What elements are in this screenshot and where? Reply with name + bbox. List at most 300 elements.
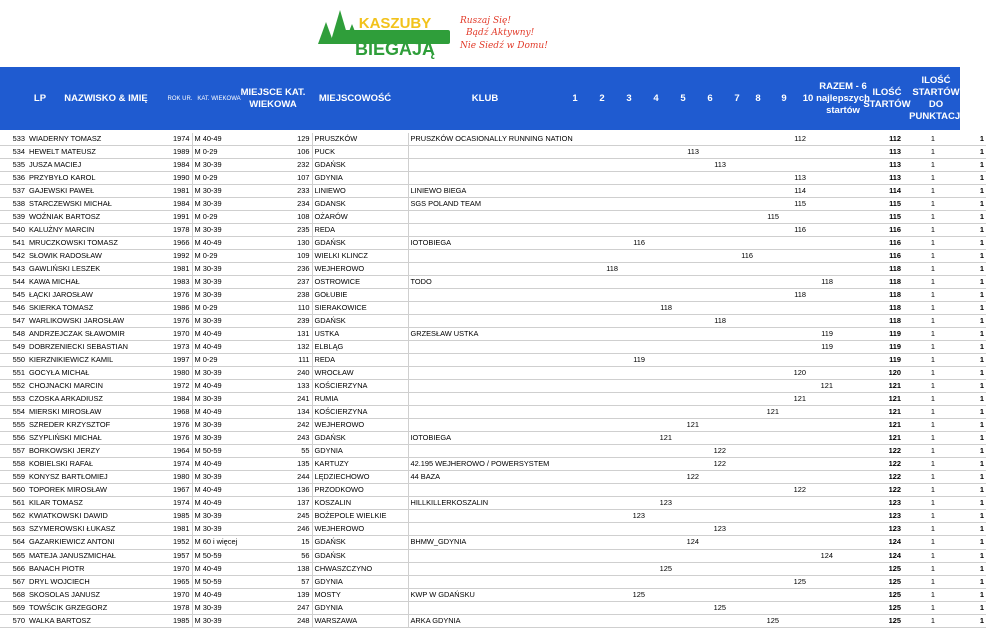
- race-7-cell: [728, 289, 755, 302]
- race-8-cell: [755, 133, 781, 146]
- category-cell: M 30-39: [192, 471, 251, 484]
- category-place-cell: 109: [251, 250, 312, 263]
- race-2-cell: [594, 185, 620, 198]
- race-7-cell: [728, 276, 755, 289]
- category-place-cell: 238: [251, 289, 312, 302]
- race-3-cell: [620, 159, 647, 172]
- scored-starts-cell: 1: [937, 237, 986, 250]
- race-1-cell: [567, 432, 594, 445]
- race-5-cell: [674, 523, 701, 536]
- race-8-cell: [755, 328, 781, 341]
- race-9-cell: 114: [781, 185, 808, 198]
- category-place-cell: 241: [251, 393, 312, 406]
- race-2-cell: [594, 588, 620, 601]
- club-cell: [408, 601, 567, 614]
- race-1-cell: [567, 185, 594, 198]
- race-2-cell: [594, 328, 620, 341]
- starts-cell: 1: [903, 536, 937, 549]
- club-cell: [408, 562, 567, 575]
- name-cell: CZOSKA ARKADIUSZ: [27, 393, 163, 406]
- race-9-cell: [781, 614, 808, 627]
- rank-cell: 557: [0, 445, 27, 458]
- year-cell: 1991: [163, 211, 192, 224]
- race-7-cell: [728, 133, 755, 146]
- race-10-cell: [808, 146, 835, 159]
- race-6-cell: [701, 406, 728, 419]
- race-8-cell: [755, 198, 781, 211]
- race-7-cell: [728, 432, 755, 445]
- category-place-cell: 133: [251, 380, 312, 393]
- race-6-cell: [701, 146, 728, 159]
- scored-starts-cell: 1: [937, 588, 986, 601]
- header-total-best6: RAZEM - 6 najlepszych startów: [816, 80, 870, 116]
- category-place-cell: 242: [251, 419, 312, 432]
- race-5-cell: [674, 432, 701, 445]
- race-1-cell: [567, 419, 594, 432]
- race-1-cell: [567, 159, 594, 172]
- total-cell: 118: [835, 315, 903, 328]
- race-3-cell: [620, 549, 647, 562]
- race-10-cell: [808, 419, 835, 432]
- race-1-cell: [567, 471, 594, 484]
- scored-starts-cell: 1: [937, 432, 986, 445]
- starts-cell: 1: [903, 250, 937, 263]
- race-8-cell: 115: [755, 211, 781, 224]
- year-cell: 1976: [163, 289, 192, 302]
- race-7-cell: [728, 341, 755, 354]
- club-cell: [408, 146, 567, 159]
- race-5-cell: [674, 185, 701, 198]
- name-cell: GAWLIŃSKI LESZEK: [27, 263, 163, 276]
- town-cell: GDYNIA: [312, 575, 408, 588]
- name-cell: DOBRZENIECKI SEBASTIAN: [27, 341, 163, 354]
- race-1-cell: [567, 536, 594, 549]
- table-row: [0, 406, 986, 419]
- scored-starts-cell: 1: [937, 224, 986, 237]
- table-row: [0, 575, 986, 588]
- scored-starts-cell: 1: [937, 146, 986, 159]
- town-cell: WEJHEROWO: [312, 263, 408, 276]
- total-cell: 123: [835, 497, 903, 510]
- name-cell: HEWELT MATEUSZ: [27, 146, 163, 159]
- total-cell: 125: [835, 588, 903, 601]
- town-cell: REDA: [312, 224, 408, 237]
- race-4-cell: [647, 484, 674, 497]
- name-cell: SZYMEROWSKI ŁUKASZ: [27, 523, 163, 536]
- starts-cell: 1: [903, 562, 937, 575]
- race-9-cell: 113: [781, 172, 808, 185]
- race-4-cell: [647, 549, 674, 562]
- race-5-cell: [674, 393, 701, 406]
- race-3-cell: [620, 250, 647, 263]
- total-cell: 123: [835, 510, 903, 523]
- category-cell: M 40-49: [192, 458, 251, 471]
- race-4-cell: [647, 263, 674, 276]
- rank-cell: 556: [0, 432, 27, 445]
- town-cell: BOŻEPOLE WIELKIE: [312, 510, 408, 523]
- race-10-cell: [808, 250, 835, 263]
- race-2-cell: [594, 198, 620, 211]
- race-9-cell: [781, 471, 808, 484]
- race-4-cell: [647, 614, 674, 627]
- category-cell: M 30-39: [192, 367, 251, 380]
- name-cell: JUSZA MACIEJ: [27, 159, 163, 172]
- race-6-cell: [701, 354, 728, 367]
- race-4-cell: [647, 315, 674, 328]
- race-8-cell: [755, 250, 781, 263]
- starts-cell: 1: [903, 549, 937, 562]
- category-cell: M 30-39: [192, 614, 251, 627]
- year-cell: 1981: [163, 523, 192, 536]
- year-cell: 1981: [163, 263, 192, 276]
- race-3-cell: 119: [620, 354, 647, 367]
- name-cell: PRZYBYŁO KAROL: [27, 172, 163, 185]
- race-1-cell: [567, 458, 594, 471]
- category-cell: M 0-29: [192, 354, 251, 367]
- race-2-cell: [594, 484, 620, 497]
- race-6-cell: 123: [701, 523, 728, 536]
- race-10-cell: [808, 601, 835, 614]
- name-cell: ANDRZEJCZAK SŁAWOMIR: [27, 328, 163, 341]
- rank-cell: 549: [0, 341, 27, 354]
- table-row: [0, 614, 986, 627]
- race-1-cell: [567, 445, 594, 458]
- category-cell: M 30-39: [192, 263, 251, 276]
- race-6-cell: [701, 536, 728, 549]
- year-cell: 1984: [163, 198, 192, 211]
- rank-cell: 567: [0, 575, 27, 588]
- starts-cell: 1: [903, 406, 937, 419]
- town-cell: PRZODKOWO: [312, 484, 408, 497]
- race-6-cell: [701, 211, 728, 224]
- race-9-cell: [781, 562, 808, 575]
- race-5-cell: [674, 341, 701, 354]
- scored-starts-cell: 1: [937, 406, 986, 419]
- race-2-cell: [594, 250, 620, 263]
- scored-starts-cell: 1: [937, 328, 986, 341]
- starts-cell: 1: [903, 159, 937, 172]
- race-4-cell: [647, 237, 674, 250]
- race-8-cell: [755, 224, 781, 237]
- category-cell: M 40-49: [192, 497, 251, 510]
- scored-starts-cell: 1: [937, 211, 986, 224]
- total-cell: 119: [835, 354, 903, 367]
- town-cell: GDAŃSK: [312, 549, 408, 562]
- total-cell: 121: [835, 380, 903, 393]
- category-place-cell: 240: [251, 367, 312, 380]
- header-starts-scored: ILOŚĆ STARTÓW DO PUNKTACJI: [909, 74, 963, 122]
- race-4-cell: [647, 406, 674, 419]
- race-4-cell: [647, 146, 674, 159]
- rank-cell: 568: [0, 588, 27, 601]
- race-9-cell: [781, 406, 808, 419]
- town-cell: GDAŃSK: [312, 159, 408, 172]
- race-8-cell: [755, 237, 781, 250]
- race-2-cell: [594, 380, 620, 393]
- scored-starts-cell: 1: [937, 497, 986, 510]
- race-4-cell: [647, 419, 674, 432]
- category-place-cell: 55: [251, 445, 312, 458]
- club-cell: [408, 354, 567, 367]
- race-7-cell: [728, 367, 755, 380]
- table-header: [0, 67, 963, 130]
- race-9-cell: [781, 601, 808, 614]
- race-3-cell: [620, 146, 647, 159]
- race-7-cell: [728, 614, 755, 627]
- club-cell: SGS POLAND TEAM: [408, 198, 567, 211]
- race-7-cell: [728, 549, 755, 562]
- table-row: [0, 302, 986, 315]
- race-5-cell: [674, 211, 701, 224]
- race-1-cell: [567, 263, 594, 276]
- scored-starts-cell: 1: [937, 458, 986, 471]
- name-cell: ŁĄCKI JAROSŁAW: [27, 289, 163, 302]
- race-2-cell: [594, 523, 620, 536]
- race-3-cell: [620, 289, 647, 302]
- race-8-cell: [755, 276, 781, 289]
- race-3-cell: [620, 406, 647, 419]
- race-10-cell: [808, 432, 835, 445]
- rank-cell: 570: [0, 614, 27, 627]
- category-place-cell: 235: [251, 224, 312, 237]
- total-cell: 122: [835, 458, 903, 471]
- total-cell: 121: [835, 432, 903, 445]
- category-place-cell: 243: [251, 432, 312, 445]
- club-cell: [408, 380, 567, 393]
- rank-cell: 548: [0, 328, 27, 341]
- town-cell: OŻARÓW: [312, 211, 408, 224]
- race-8-cell: [755, 146, 781, 159]
- header-year: ROK UR.: [167, 95, 193, 102]
- race-2-cell: [594, 393, 620, 406]
- scored-starts-cell: 1: [937, 445, 986, 458]
- race-5-cell: [674, 510, 701, 523]
- year-cell: 1989: [163, 146, 192, 159]
- header-race-10: 10: [802, 92, 814, 104]
- race-8-cell: [755, 380, 781, 393]
- table-row: [0, 172, 986, 185]
- race-3-cell: [620, 497, 647, 510]
- race-2-cell: [594, 601, 620, 614]
- race-1-cell: [567, 484, 594, 497]
- race-2-cell: [594, 367, 620, 380]
- race-10-cell: 119: [808, 328, 835, 341]
- table-row: [0, 250, 986, 263]
- year-cell: 1970: [163, 562, 192, 575]
- race-5-cell: [674, 562, 701, 575]
- year-cell: 1974: [163, 458, 192, 471]
- scored-starts-cell: 1: [937, 367, 986, 380]
- race-10-cell: [808, 367, 835, 380]
- rank-cell: 534: [0, 146, 27, 159]
- race-6-cell: 122: [701, 458, 728, 471]
- starts-cell: 1: [903, 393, 937, 406]
- name-cell: KAWA MICHAŁ: [27, 276, 163, 289]
- category-place-cell: 135: [251, 458, 312, 471]
- race-9-cell: [781, 354, 808, 367]
- race-8-cell: [755, 484, 781, 497]
- town-cell: PRUSZKÓW: [312, 133, 408, 146]
- header-club: KLUB: [471, 92, 499, 104]
- race-10-cell: [808, 198, 835, 211]
- race-2-cell: [594, 224, 620, 237]
- category-cell: M 40-49: [192, 380, 251, 393]
- category-cell: M 0-29: [192, 172, 251, 185]
- race-10-cell: [808, 237, 835, 250]
- club-cell: PRUSZKÓW OCASIONALLY RUNNING NATION: [408, 133, 567, 146]
- table-row: [0, 432, 986, 445]
- rank-cell: 563: [0, 523, 27, 536]
- race-7-cell: [728, 172, 755, 185]
- race-6-cell: 122: [701, 445, 728, 458]
- race-1-cell: [567, 276, 594, 289]
- total-cell: 116: [835, 237, 903, 250]
- race-3-cell: [620, 562, 647, 575]
- total-cell: 113: [835, 146, 903, 159]
- table-row: [0, 484, 986, 497]
- scored-starts-cell: 1: [937, 289, 986, 302]
- year-cell: 1976: [163, 432, 192, 445]
- category-cell: M 30-39: [192, 289, 251, 302]
- race-5-cell: [674, 224, 701, 237]
- race-2-cell: [594, 575, 620, 588]
- rank-cell: 540: [0, 224, 27, 237]
- year-cell: 1981: [163, 185, 192, 198]
- race-5-cell: [674, 263, 701, 276]
- scored-starts-cell: 1: [937, 575, 986, 588]
- club-cell: [408, 523, 567, 536]
- rank-cell: 535: [0, 159, 27, 172]
- year-cell: 1997: [163, 354, 192, 367]
- race-5-cell: [674, 172, 701, 185]
- race-3-cell: [620, 172, 647, 185]
- race-3-cell: [620, 432, 647, 445]
- race-7-cell: [728, 224, 755, 237]
- race-10-cell: [808, 159, 835, 172]
- starts-cell: 1: [903, 224, 937, 237]
- race-5-cell: [674, 484, 701, 497]
- rank-cell: 544: [0, 276, 27, 289]
- category-cell: M 30-39: [192, 315, 251, 328]
- category-place-cell: 232: [251, 159, 312, 172]
- category-cell: M 50-59: [192, 575, 251, 588]
- race-5-cell: [674, 159, 701, 172]
- race-8-cell: [755, 354, 781, 367]
- race-10-cell: [808, 510, 835, 523]
- total-cell: 116: [835, 224, 903, 237]
- rank-cell: 547: [0, 315, 27, 328]
- rank-cell: 539: [0, 211, 27, 224]
- name-cell: GAJEWSKI PAWEŁ: [27, 185, 163, 198]
- race-3-cell: [620, 263, 647, 276]
- race-7-cell: [728, 497, 755, 510]
- total-cell: 122: [835, 445, 903, 458]
- rank-cell: 561: [0, 497, 27, 510]
- town-cell: WARSZAWA: [312, 614, 408, 627]
- category-place-cell: 129: [251, 133, 312, 146]
- name-cell: WOŹNIAK BARTOSZ: [27, 211, 163, 224]
- race-10-cell: [808, 263, 835, 276]
- town-cell: GDANSK: [312, 198, 408, 211]
- rank-cell: 558: [0, 458, 27, 471]
- race-10-cell: [808, 523, 835, 536]
- race-4-cell: [647, 536, 674, 549]
- race-2-cell: [594, 211, 620, 224]
- race-8-cell: [755, 458, 781, 471]
- table-row: [0, 354, 986, 367]
- race-9-cell: [781, 263, 808, 276]
- race-1-cell: [567, 588, 594, 601]
- starts-cell: 1: [903, 302, 937, 315]
- race-9-cell: [781, 146, 808, 159]
- race-9-cell: [781, 328, 808, 341]
- race-1-cell: [567, 172, 594, 185]
- name-cell: GAZARKIEWICZ ANTONI: [27, 536, 163, 549]
- club-cell: IOTOBIEGA: [408, 237, 567, 250]
- table-row: [0, 159, 986, 172]
- name-cell: MIERSKI MIROSŁAW: [27, 406, 163, 419]
- table-row: [0, 263, 986, 276]
- category-cell: M 30-39: [192, 198, 251, 211]
- total-cell: 125: [835, 562, 903, 575]
- header-race-8: 8: [755, 92, 761, 104]
- race-4-cell: [647, 471, 674, 484]
- starts-cell: 1: [903, 276, 937, 289]
- race-9-cell: 122: [781, 484, 808, 497]
- race-1-cell: [567, 146, 594, 159]
- town-cell: KOŚCIERZYNA: [312, 406, 408, 419]
- club-cell: 44 BAZA: [408, 471, 567, 484]
- scored-starts-cell: 1: [937, 510, 986, 523]
- category-place-cell: 248: [251, 614, 312, 627]
- race-1-cell: [567, 289, 594, 302]
- race-5-cell: [674, 198, 701, 211]
- race-3-cell: [620, 367, 647, 380]
- race-6-cell: [701, 276, 728, 289]
- race-8-cell: [755, 172, 781, 185]
- category-cell: M 30-39: [192, 432, 251, 445]
- race-9-cell: [781, 510, 808, 523]
- name-cell: KWIATKOWSKI DAWID: [27, 510, 163, 523]
- race-2-cell: [594, 406, 620, 419]
- town-cell: GDAŃSK: [312, 536, 408, 549]
- race-7-cell: [728, 211, 755, 224]
- race-6-cell: [701, 328, 728, 341]
- race-2-cell: [594, 146, 620, 159]
- race-4-cell: [647, 250, 674, 263]
- table-row: [0, 458, 986, 471]
- race-6-cell: [701, 172, 728, 185]
- race-7-cell: [728, 159, 755, 172]
- table-row: [0, 211, 986, 224]
- table-row: [0, 328, 986, 341]
- table-row: [0, 237, 986, 250]
- rank-cell: 565: [0, 549, 27, 562]
- race-4-cell: [647, 445, 674, 458]
- race-6-cell: [701, 289, 728, 302]
- total-cell: 122: [835, 471, 903, 484]
- name-cell: TOWŚCIK GRZEGORZ: [27, 601, 163, 614]
- year-cell: 1992: [163, 250, 192, 263]
- race-9-cell: [781, 458, 808, 471]
- race-5-cell: [674, 588, 701, 601]
- race-1-cell: [567, 341, 594, 354]
- total-cell: 124: [835, 536, 903, 549]
- year-cell: 1957: [163, 549, 192, 562]
- race-1-cell: [567, 302, 594, 315]
- race-8-cell: [755, 497, 781, 510]
- race-4-cell: [647, 198, 674, 211]
